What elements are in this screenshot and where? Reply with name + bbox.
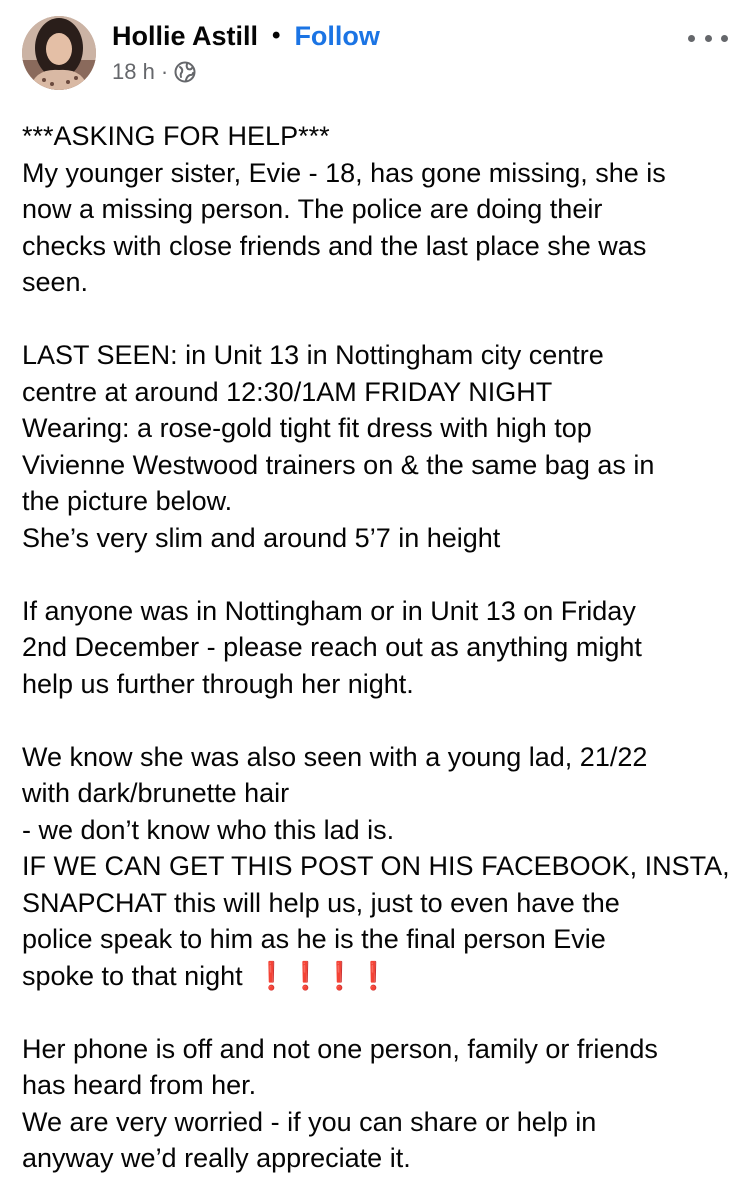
post-text-fragment: spoke to that night [22, 960, 243, 991]
post-text-line: LAST SEEN: in Unit 13 in Nottingham city centre [22, 340, 604, 370]
author-separator: • [272, 22, 281, 49]
exclamation-mark-icon: ❗ [254, 960, 289, 991]
paragraph-worried [22, 1031, 736, 1177]
author-line [112, 18, 380, 54]
post-text-line: 2nd December - please reach out as anything might [22, 632, 642, 662]
exclamation-mark-icon: ❗ [288, 960, 323, 991]
post-text-line: She’s very slim and around 5’7 in height [22, 522, 501, 553]
post-text-line: Her phone is off and not one person, family or friends [22, 1033, 658, 1064]
post-text-line: seen. [22, 267, 89, 297]
post-text-line [22, 958, 736, 995]
post-header [22, 16, 728, 90]
author-avatar[interactable] [22, 16, 96, 90]
post-meta [112, 58, 196, 86]
post-text-line: If anyone was in Nottingham or in Unit 13 on Friday [22, 595, 636, 626]
post-timestamp[interactable]: 18 h [112, 59, 155, 84]
paragraph-gap [22, 301, 736, 338]
post-text-line: SNAPCHAT this will help us, just to even have the [22, 887, 620, 918]
paragraph-last-seen [22, 337, 736, 556]
more-dot [705, 35, 712, 42]
paragraph-gap [22, 994, 736, 1031]
post-text-line: We know she was also seen with a young lad, 21/22 [22, 741, 648, 772]
post-text-line: the picture below. [22, 486, 233, 516]
more-dot [721, 35, 728, 42]
post-text [22, 118, 736, 1177]
post-text-line: - we don’t know who this lad is. [22, 814, 395, 845]
post-text-line: checks with close friends and the last place she was [22, 230, 647, 261]
author-name[interactable]: Hollie Astill [112, 20, 259, 51]
post-text-line: ***ASKING FOR HELP*** [22, 121, 330, 151]
post-text-line: help us further through her night. [22, 668, 414, 699]
post-text-line: Vivienne Westwood trainers on & the same bag as in [22, 449, 655, 480]
post-text-line: Wearing: a rose-gold tight fit dress with high top [22, 413, 592, 443]
post-text-line: centre at around 12:30/1AM FRIDAY NIGHT [22, 376, 553, 407]
paragraph-gap [22, 556, 736, 593]
exclamation-mark-icon: ❗ [322, 960, 357, 991]
more-options-icon[interactable] [688, 26, 728, 50]
post-text-line: has heard from her. [22, 1070, 257, 1100]
post-text-line: with dark/brunette hair [22, 778, 290, 808]
paragraph-appeal [22, 593, 736, 703]
paragraph-young-lad [22, 739, 736, 995]
paragraph-gap [22, 702, 736, 739]
more-dot [688, 35, 695, 42]
post-text-line: now a missing person. The police are doing their [22, 194, 603, 224]
post-text-line: IF WE CAN GET THIS POST ON HIS FACEBOOK, INSTA, [22, 851, 730, 881]
post-text-line: police speak to him as he is the final person Evie [22, 924, 606, 954]
post-text-line: We are very worried - if you can share or help in [22, 1106, 597, 1137]
post-text-line: My younger sister, Evie - 18, has gone missing, she is [22, 157, 666, 188]
exclamation-mark-icon: ❗ [356, 960, 391, 991]
paragraph-asking-for-help [22, 118, 736, 301]
globe-icon [174, 61, 196, 83]
avatar-photo-icon [22, 16, 96, 90]
meta-separator: · [160, 59, 169, 84]
follow-button[interactable]: Follow [294, 20, 380, 51]
post-text-line: anyway we’d really appreciate it. [22, 1143, 411, 1173]
